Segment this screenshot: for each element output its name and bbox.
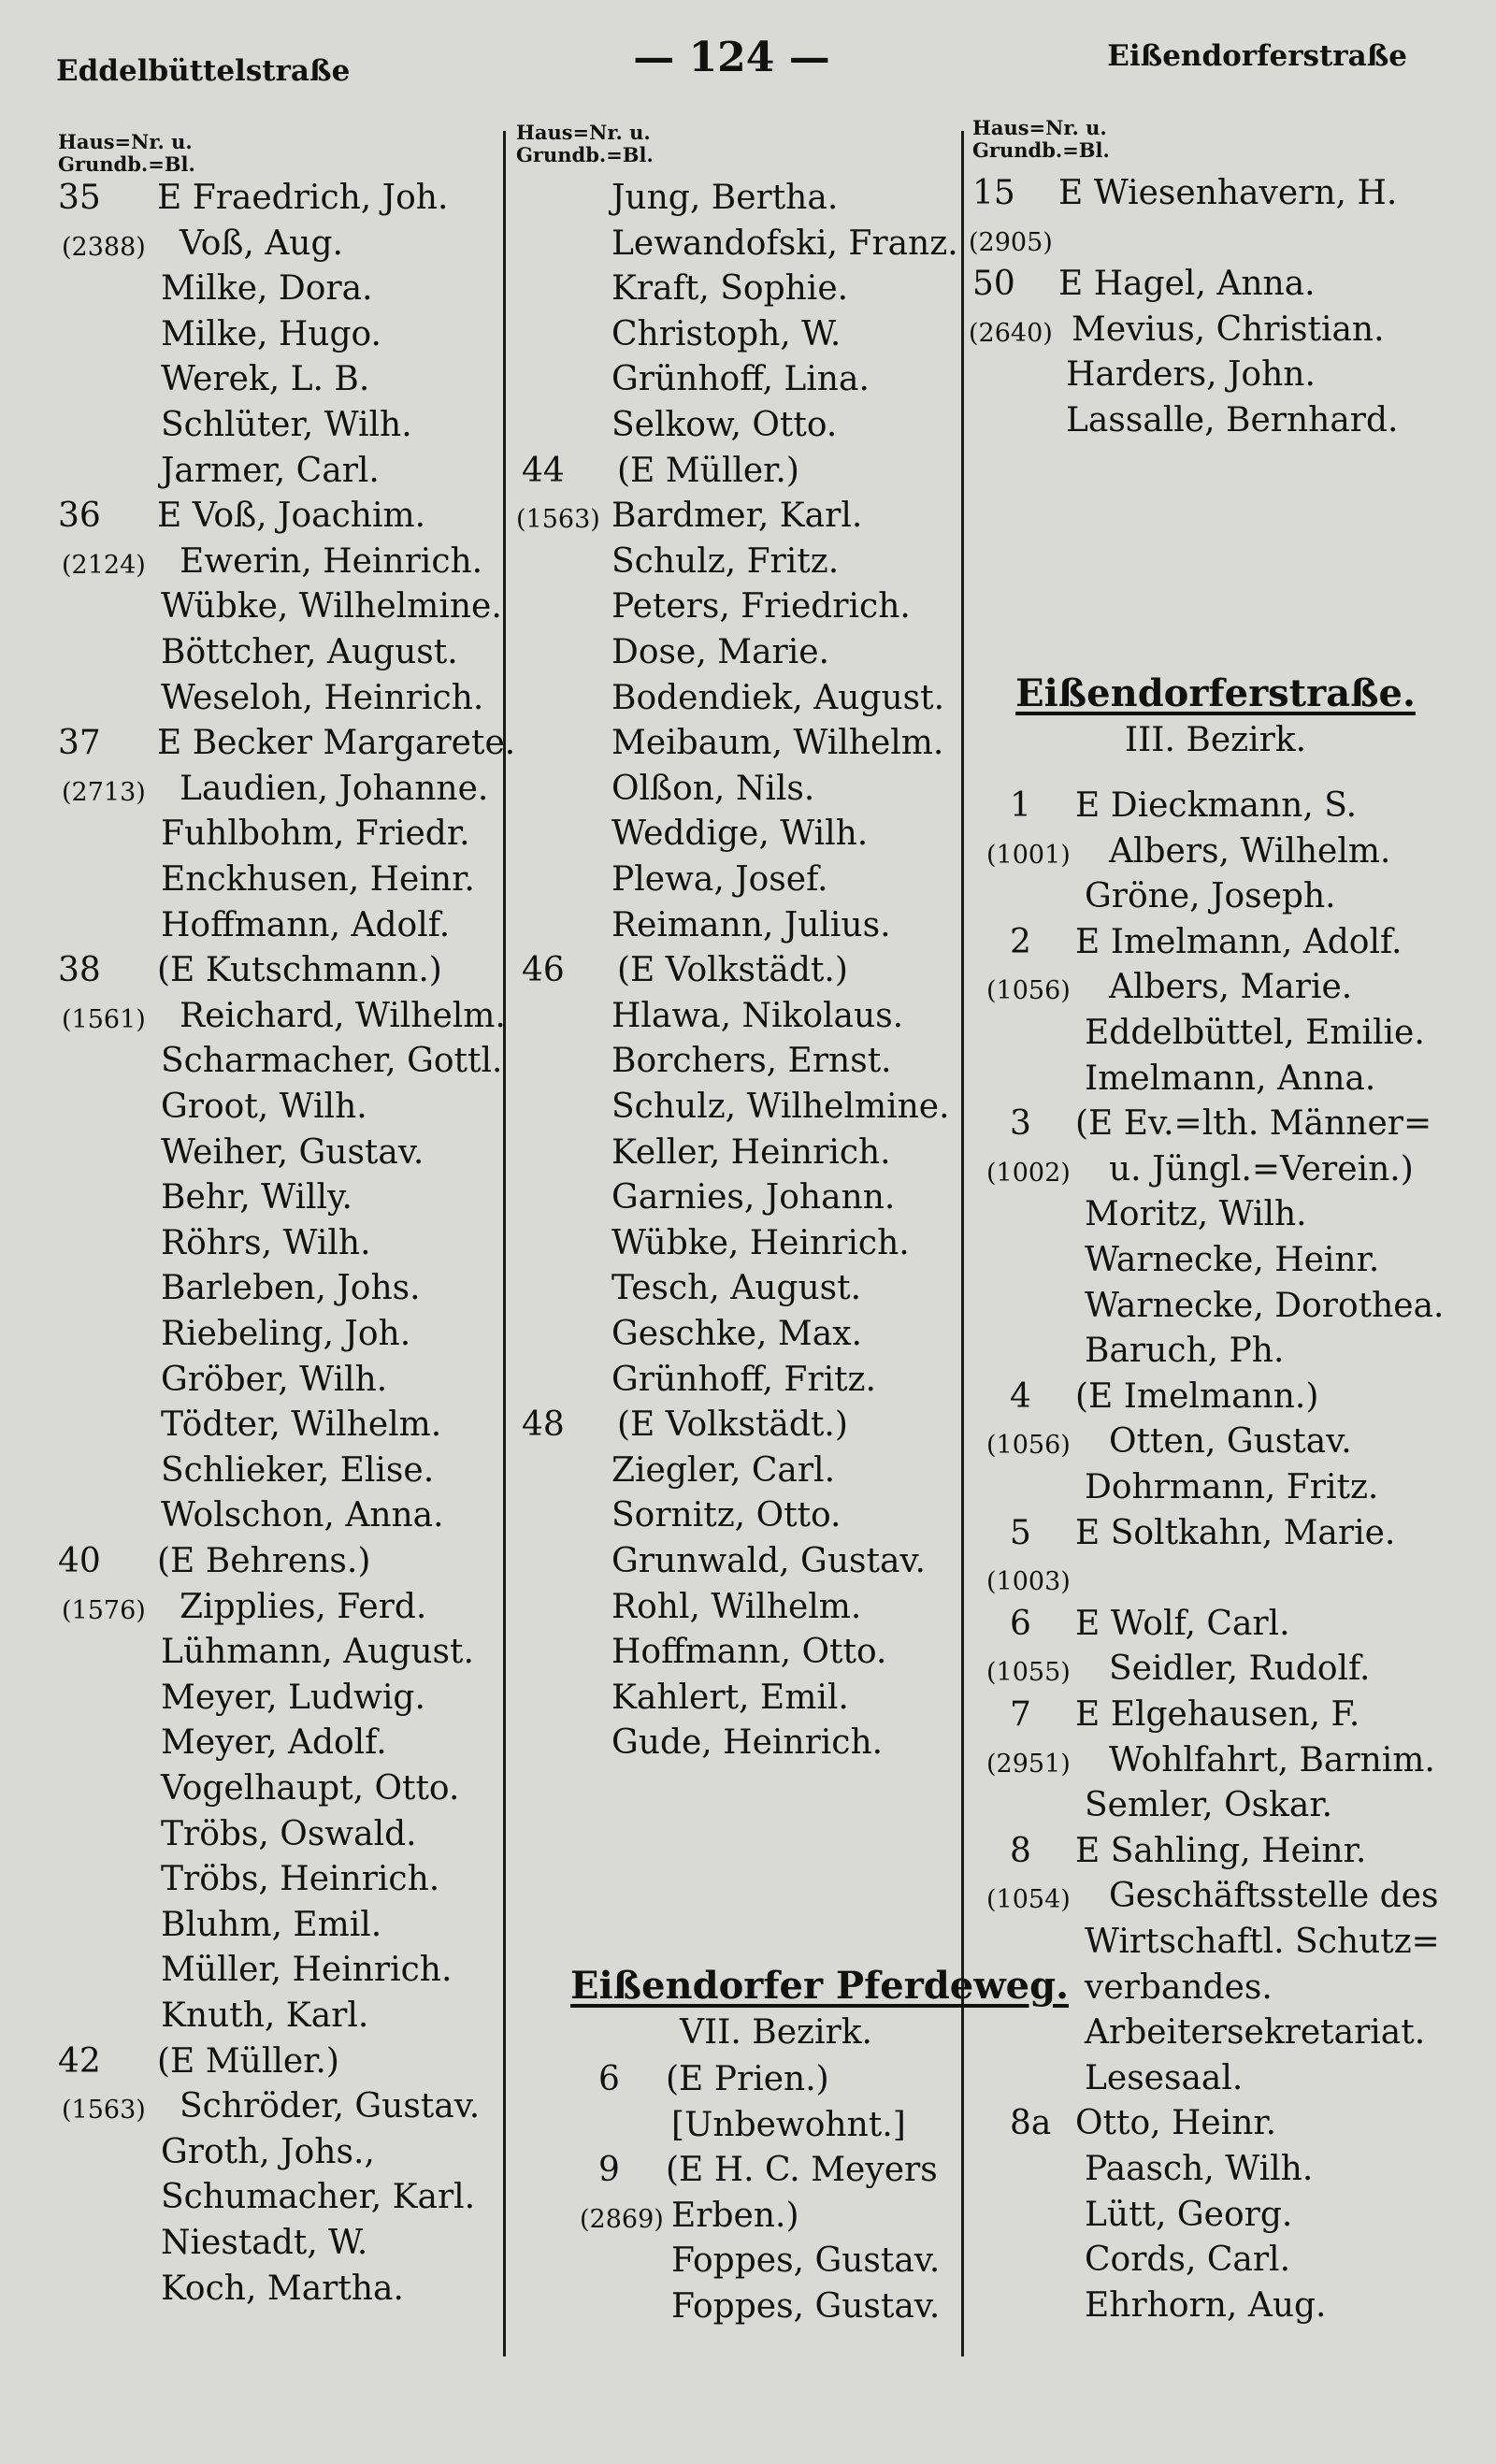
list-item (0, 1192, 9, 1237)
house-number: 48 (522, 1405, 565, 1445)
resident-name: u. Jüngl.=Verein.) (1109, 1149, 1414, 1189)
resident-name: Meyer, Ludwig. (161, 1678, 425, 1717)
resident-name: Baruch, Ph. (1085, 1332, 1285, 1371)
list-item (0, 1419, 9, 1464)
resident-name: Cords, Carl. (1085, 2241, 1291, 2280)
resident-name: Tröbs, Oswald. (161, 1814, 417, 1853)
resident-name: Foppes, Gustav. (671, 2241, 941, 2281)
list-item (0, 1829, 9, 1874)
house-number: 9 (598, 2151, 620, 2190)
resident-name: (E Müller.) (617, 451, 799, 490)
resident-name: Bodendiek, August. (611, 678, 945, 717)
resident-name: Weiher, Gustav. (161, 1132, 424, 1172)
resident-name: Harders, John. (1066, 355, 1316, 395)
resident-name: Niestadt, W. (161, 2224, 368, 2262)
resident-name: Wübke, Heinrich. (611, 1223, 910, 1262)
house-number: 8a (1010, 2104, 1052, 2143)
resident-name: Hoffmann, Adolf. (161, 905, 451, 944)
list-item (0, 2193, 9, 2238)
list-item (0, 540, 9, 584)
parcel-number: (1001) (986, 840, 1071, 870)
resident-name: Bardmer, Karl. (611, 497, 863, 536)
house-number: 7 (1010, 1695, 1031, 1734)
list-item (0, 353, 9, 397)
list-item (0, 1011, 9, 1056)
section-district: III. Bezirk. (1124, 721, 1307, 759)
resident-name: Knuth, Karl. (161, 1996, 369, 2035)
resident-name: Kahlert, Emil. (611, 1678, 849, 1717)
resident-name: Gude, Heinrich. (611, 1723, 884, 1763)
resident-name: E Fraedrich, Joh. (157, 179, 449, 217)
resident-name: Arbeitersekretariat. (1085, 2013, 1426, 2053)
resident-name: Behr, Willy. (161, 1178, 352, 1218)
resident-name: Röhrs, Wilh. (161, 1223, 371, 1262)
parcel-number: (2713) (62, 777, 146, 807)
resident-name: Schröder, Gustav. (180, 2087, 481, 2126)
page-number: — 124 — (633, 34, 830, 81)
resident-name: (E H. C. Meyers (666, 2151, 938, 2190)
resident-name: Dose, Marie. (611, 633, 829, 671)
house-number: 8 (1010, 1831, 1031, 1870)
resident-name: Koch, Martha. (161, 2269, 404, 2308)
resident-name: E Sahling, Heinr. (1075, 1831, 1367, 1870)
resident-name: Ewerin, Heinrich. (180, 541, 483, 581)
resident-name: Barleben, Johs. (161, 1269, 421, 1308)
column-header-2 (516, 122, 654, 166)
list-item (0, 1920, 9, 1965)
list-item (0, 2101, 9, 2146)
column-divider-1 (503, 131, 506, 2356)
resident-name: Meibaum, Wilhelm. (611, 724, 944, 763)
resident-name: Müller, Heinrich. (161, 1951, 453, 1990)
list-item (0, 2147, 9, 2192)
resident-name: Reichard, Wilhelm. (180, 996, 506, 1035)
resident-name: Albers, Wilhelm. (1109, 831, 1391, 871)
resident-name: Tröbs, Heinrich. (161, 1860, 440, 1899)
list-item (0, 494, 9, 539)
parcel-number: (2869) (580, 2204, 664, 2234)
resident-name: (E Kutschmann.) (157, 951, 442, 990)
resident-name: Erben.) (671, 2196, 799, 2235)
resident-name: Otto, Heinr. (1075, 2104, 1277, 2143)
resident-name: Mevius, Christian. (1072, 310, 1385, 349)
resident-name: Lassalle, Bernhard. (1066, 401, 1399, 439)
house-number: 50 (972, 265, 1015, 304)
column-header-line: Grundb.=Bl. (516, 143, 654, 166)
resident-name: Keller, Heinrich. (611, 1132, 891, 1172)
list-item (0, 1556, 9, 1601)
list-item (0, 2284, 9, 2328)
resident-name: E Imelmann, Adolf. (1075, 922, 1402, 961)
resident-name: Scharmacher, Gottl. (161, 1042, 503, 1081)
list-item (0, 2238, 9, 2283)
resident-name: Grünhoff, Lina. (611, 360, 870, 399)
resident-name: Paasch, Wilh. (1085, 2150, 1314, 2188)
list-item (0, 1465, 9, 1510)
resident-name: Christoph, W. (611, 314, 842, 353)
column-header-line: Grundb.=Bl. (972, 138, 1110, 162)
resident-name: Jarmer, Carl. (161, 451, 380, 490)
resident-name: Milke, Hugo. (161, 314, 382, 353)
house-number: 37 (58, 724, 101, 763)
resident-name: Vogelhaupt, Otto. (161, 1769, 460, 1808)
section-title: Eißendorferstraße. (1015, 671, 1416, 715)
house-number: 3 (1010, 1104, 1031, 1144)
list-item (0, 584, 9, 629)
house-number: 35 (58, 179, 101, 217)
resident-name: Lewandofski, Franz. (611, 223, 958, 263)
resident-name: Werek, L. B. (161, 360, 370, 399)
resident-name: E Becker Margarete. (157, 724, 516, 763)
resident-name: Eddelbüttel, Emilie. (1085, 1014, 1425, 1052)
resident-name: Tödter, Wilhelm. (161, 1405, 442, 1445)
list-item (0, 1102, 9, 1146)
section-title: Eißendorfer Pferdeweg. (570, 1964, 1069, 2008)
parcel-number: (1563) (516, 505, 600, 535)
resident-name: Lesesaal. (1085, 2058, 1244, 2097)
resident-name: [Unbewohnt.] (671, 2105, 906, 2144)
resident-name: Borchers, Ernst. (611, 1042, 892, 1081)
resident-name: Albers, Marie. (1109, 968, 1353, 1007)
resident-name: E Wolf, Carl. (1075, 1604, 1290, 1643)
resident-name: Schulz, Wilhelmine. (611, 1088, 950, 1126)
resident-name: Geschke, Max. (611, 1315, 862, 1353)
resident-name: Meyer, Adolf. (161, 1723, 387, 1763)
resident-name: Otten, Gustav. (1109, 1422, 1352, 1462)
parcel-number: (2951) (986, 1749, 1071, 1779)
list-item (0, 1511, 9, 1556)
column-header-line: Haus=Nr. u. (516, 121, 651, 144)
parcel-number: (2640) (969, 318, 1053, 348)
parcel-number: (1055) (986, 1658, 1071, 1688)
list-item (0, 262, 9, 307)
house-number: 4 (1010, 1376, 1031, 1416)
house-number: 1 (1010, 786, 1031, 825)
house-number: 15 (972, 174, 1015, 212)
resident-name: Milke, Dora. (161, 269, 373, 309)
resident-name: Warnecke, Dorothea. (1085, 1286, 1445, 1325)
parcel-number: (2905) (969, 227, 1053, 257)
resident-name: E Elgehausen, F. (1075, 1695, 1360, 1734)
resident-name: Kraft, Sophie. (611, 269, 849, 309)
column-divider-2 (961, 131, 964, 2356)
list-item (0, 171, 9, 216)
parcel-number: (1056) (986, 1431, 1071, 1461)
resident-name: Weseloh, Heinrich. (161, 678, 484, 717)
parcel-number: (2388) (62, 232, 146, 262)
resident-name: Riebeling, Joh. (161, 1315, 411, 1353)
resident-name: Peters, Friedrich. (611, 587, 911, 627)
resident-name: Semler, Oskar. (1085, 1786, 1333, 1825)
resident-name: Foppes, Gustav. (671, 2287, 941, 2326)
house-number: 2 (1010, 922, 1031, 961)
parcel-number: (1056) (986, 976, 1071, 1006)
resident-name: Selkow, Otto. (611, 406, 838, 444)
resident-name: Voß, Aug. (180, 223, 343, 263)
house-number: 36 (58, 497, 101, 536)
list-item (0, 721, 9, 766)
parcel-number: (1003) (986, 1567, 1071, 1597)
list-item (0, 1693, 9, 1737)
resident-name: Reimann, Julius. (611, 905, 891, 944)
resident-name: (E Volkstädt.) (617, 951, 848, 990)
resident-name: (E Volkstädt.) (617, 1405, 848, 1445)
list-item (0, 217, 9, 262)
section-district: VII. Bezirk. (679, 2013, 873, 2052)
resident-name: (E Behrens.) (157, 1542, 371, 1580)
resident-name: Wirtschaftl. Schutz= (1085, 1923, 1440, 1961)
list-item (0, 1783, 9, 1828)
list-item (0, 1602, 9, 1647)
resident-name: Schulz, Fritz. (611, 541, 840, 581)
house-number: 40 (58, 1542, 101, 1580)
list-item (0, 676, 9, 721)
resident-name: E Dieckmann, S. (1075, 786, 1358, 825)
resident-name: E Hagel, Anna. (1058, 265, 1316, 304)
column-header-line: Haus=Nr. u. (58, 130, 193, 153)
resident-name: E Voß, Joachim. (157, 497, 426, 536)
resident-name: Schlüter, Wilh. (161, 406, 412, 444)
list-item (0, 1284, 9, 1329)
list-item (0, 784, 9, 829)
resident-name: Hlawa, Nikolaus. (611, 996, 904, 1035)
parcel-number: (1576) (62, 1595, 146, 1625)
list-item (0, 630, 9, 675)
house-number: 5 (1010, 1513, 1031, 1552)
resident-name: Tesch, August. (611, 1269, 862, 1308)
house-number: 6 (1010, 1604, 1031, 1643)
list-item (0, 1375, 9, 1419)
resident-name: Enckhusen, Heinr. (161, 860, 475, 899)
resident-name: (E Prien.) (666, 2060, 829, 2098)
resident-name: (E Müller.) (157, 2041, 339, 2081)
parcel-number: (1054) (986, 1885, 1071, 1915)
resident-name: Schlieker, Elise. (161, 1450, 435, 1490)
column-header-line: Haus=Nr. u. (972, 116, 1107, 139)
parcel-number: (1563) (62, 2096, 146, 2125)
list-item (0, 2010, 9, 2055)
parcel-number: (1002) (986, 1158, 1071, 1188)
list-item (0, 1329, 9, 1374)
column-header-line: Grundb.=Bl. (58, 152, 195, 176)
resident-name: Wübke, Wilhelmine. (161, 587, 502, 627)
resident-name: Plewa, Josef. (611, 860, 828, 899)
resident-name: Fuhlbohm, Friedr. (161, 814, 470, 854)
resident-name: Seidler, Rudolf. (1109, 1650, 1371, 1689)
resident-name: Lütt, Georg. (1085, 2195, 1293, 2234)
resident-name: Zipplies, Ferd. (180, 1587, 427, 1626)
resident-name: Warnecke, Heinr. (1085, 1241, 1380, 1279)
resident-name: Olßon, Nils. (611, 769, 815, 808)
list-item (0, 1057, 9, 1102)
resident-name: Groot, Wilh. (161, 1088, 367, 1126)
list-item (0, 308, 9, 353)
list-item (0, 2056, 9, 2101)
resident-name: Garnies, Johann. (611, 1178, 896, 1218)
resident-name: Moritz, Wilh. (1085, 1195, 1307, 1234)
list-item (0, 874, 9, 919)
resident-name: E Soltkahn, Marie. (1075, 1513, 1396, 1552)
house-number: 6 (598, 2060, 620, 2098)
resident-name: Dohrmann, Fritz. (1085, 1468, 1379, 1506)
parcel-number: (2124) (62, 550, 146, 580)
resident-name: Rohl, Wilhelm. (611, 1587, 862, 1626)
house-number: 38 (58, 951, 101, 990)
resident-name: Grunwald, Gustav. (611, 1542, 926, 1580)
list-item (0, 1238, 9, 1283)
column-header-1 (58, 131, 195, 176)
resident-name: Groth, Johs., (161, 2132, 375, 2171)
resident-name: Gröber, Wilh. (161, 1360, 388, 1399)
resident-name: Geschäftsstelle des (1109, 1877, 1439, 1916)
resident-name: E Wiesenhavern, H. (1058, 174, 1398, 212)
resident-name: Jung, Bertha. (611, 179, 839, 217)
resident-name: Lühmann, August. (161, 1633, 474, 1672)
parcel-number: (1561) (62, 1004, 146, 1034)
resident-name: Böttcher, August. (161, 633, 458, 671)
right-running-head: Eißendorferstraße (1107, 39, 1407, 73)
list-item (0, 449, 9, 494)
resident-name: (E Imelmann.) (1075, 1376, 1319, 1416)
house-number: 46 (522, 951, 565, 990)
resident-name: Wolschon, Anna. (161, 1496, 444, 1535)
list-item (0, 1647, 9, 1692)
list-item (0, 1966, 9, 2010)
list-item (0, 398, 9, 443)
resident-name: Ziegler, Carl. (611, 1450, 836, 1490)
list-item (0, 965, 9, 1010)
resident-name: Ehrhorn, Aug. (1085, 2285, 1327, 2325)
house-number: 42 (58, 2041, 101, 2081)
resident-name: Imelmann, Anna. (1085, 1059, 1376, 1098)
resident-name: Schumacher, Karl. (161, 2178, 476, 2217)
resident-name: Bluhm, Emil. (161, 1905, 382, 1944)
resident-name: Sornitz, Otto. (611, 1496, 842, 1535)
list-item (0, 1874, 9, 1919)
list-item (0, 920, 9, 965)
list-item (0, 1147, 9, 1192)
list-item (0, 1738, 9, 1783)
house-number: 44 (522, 451, 565, 490)
resident-name: Laudien, Johanne. (180, 769, 489, 808)
resident-name: Gröne, Joseph. (1085, 877, 1336, 916)
resident-name: (E Ev.=lth. Männer= (1075, 1104, 1432, 1144)
left-running-head: Eddelbüttelstraße (56, 54, 351, 88)
column-header-3 (972, 117, 1110, 162)
resident-name: Weddige, Wilh. (611, 814, 869, 854)
resident-name: verbandes. (1085, 1967, 1273, 2007)
resident-name: Wohlfahrt, Barnim. (1109, 1740, 1435, 1780)
list-item (0, 829, 9, 874)
resident-name: Grünhoff, Fritz. (611, 1360, 876, 1399)
page-header (56, 28, 1407, 88)
resident-name: Hoffmann, Otto. (611, 1633, 887, 1672)
